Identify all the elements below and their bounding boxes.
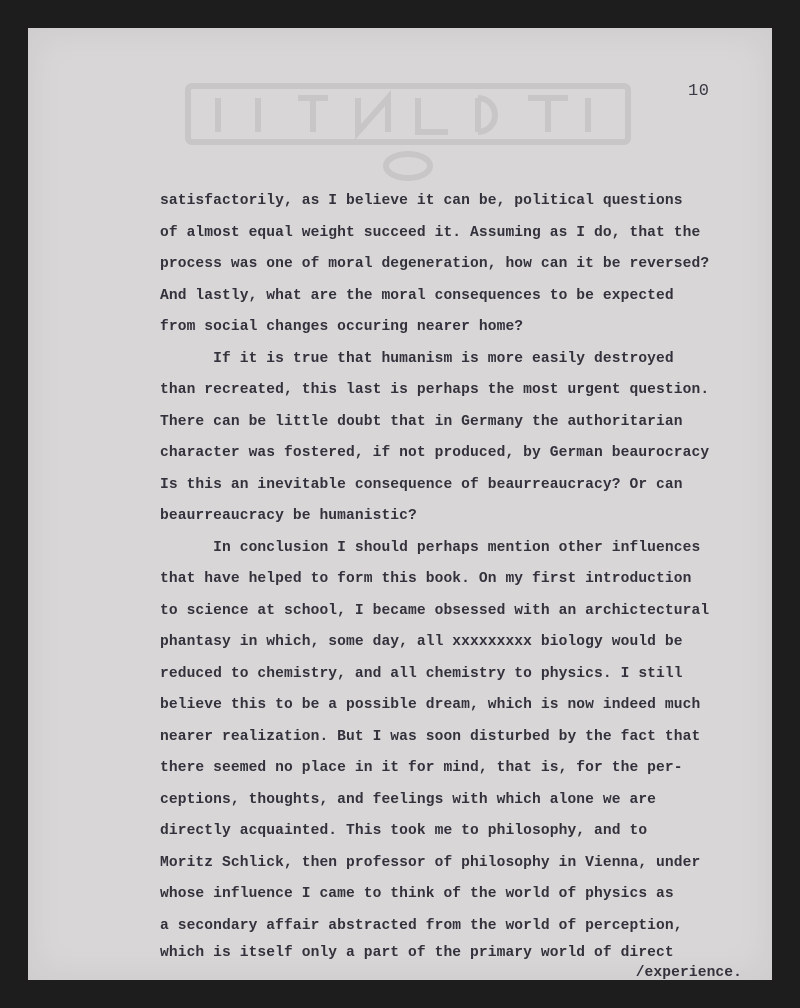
text-line-continuation: /experience. (635, 965, 742, 981)
text-line: And lastly, what are the moral consequences to be expected (160, 287, 674, 304)
text-line: that have helped to form this book. On my first introduction (160, 571, 692, 587)
text-line: In conclusion I should perhaps mention other influences (160, 539, 701, 556)
text-line: believe this to be a possible dream, which is now indeed much (160, 697, 701, 713)
text-line: directly acquainted. This took me to philosophy, and to (160, 823, 648, 839)
text-line: satisfactorily, as I believe it can be, political questions (160, 193, 683, 209)
page-number: 10 (688, 82, 710, 101)
text-line: nearer realization. But I was soon disturbed by the fact that (160, 728, 701, 745)
text-line: If it is true that humanism is more easily destroyed (160, 350, 674, 367)
typewritten-page (28, 28, 772, 980)
text-line: than recreated, this last is perhaps the most urgent question. (160, 382, 710, 398)
text-line: which is itself only a part of the primary world of direct (160, 945, 674, 961)
text-line: ceptions, thoughts, and feelings with which alone we are (160, 791, 657, 808)
text-line: there seemed no place in it for mind, that is, for the per- (160, 760, 683, 776)
watermark-letterhead-icon (178, 68, 638, 188)
text-line: process was one of moral degeneration, how can it be reversed? (160, 256, 710, 272)
text-line: of almost equal weight succeed it. Assuming as I do, that the (160, 224, 701, 241)
text-line: There can be little doubt that in Germany the authoritarian (160, 413, 683, 430)
text-line: from social changes occuring nearer home? (160, 319, 524, 335)
text-line: character was fostered, if not produced, by German beaurocracy (160, 445, 710, 461)
text-line: reduced to chemistry, and all chemistry to physics. I still (160, 665, 683, 682)
text-line: Is this an inevitable consequence of beaurreaucracy? Or can (160, 476, 683, 493)
text-line: to science at school, I became obsessed with an archictectural (160, 602, 710, 619)
text-line: Moritz Schlick, then professor of philosophy in Vienna, under (160, 854, 701, 871)
text-line: beaurreaucracy be humanistic? (160, 508, 417, 524)
text-line: phantasy in which, some day, all xxxxxxxxx biology would be (160, 634, 683, 650)
text-line: whose influence I came to think of the world of physics as (160, 886, 674, 902)
typed-paragraphs (160, 186, 770, 982)
text-line: a secondary affair abstracted from the world of perception, (160, 917, 683, 934)
